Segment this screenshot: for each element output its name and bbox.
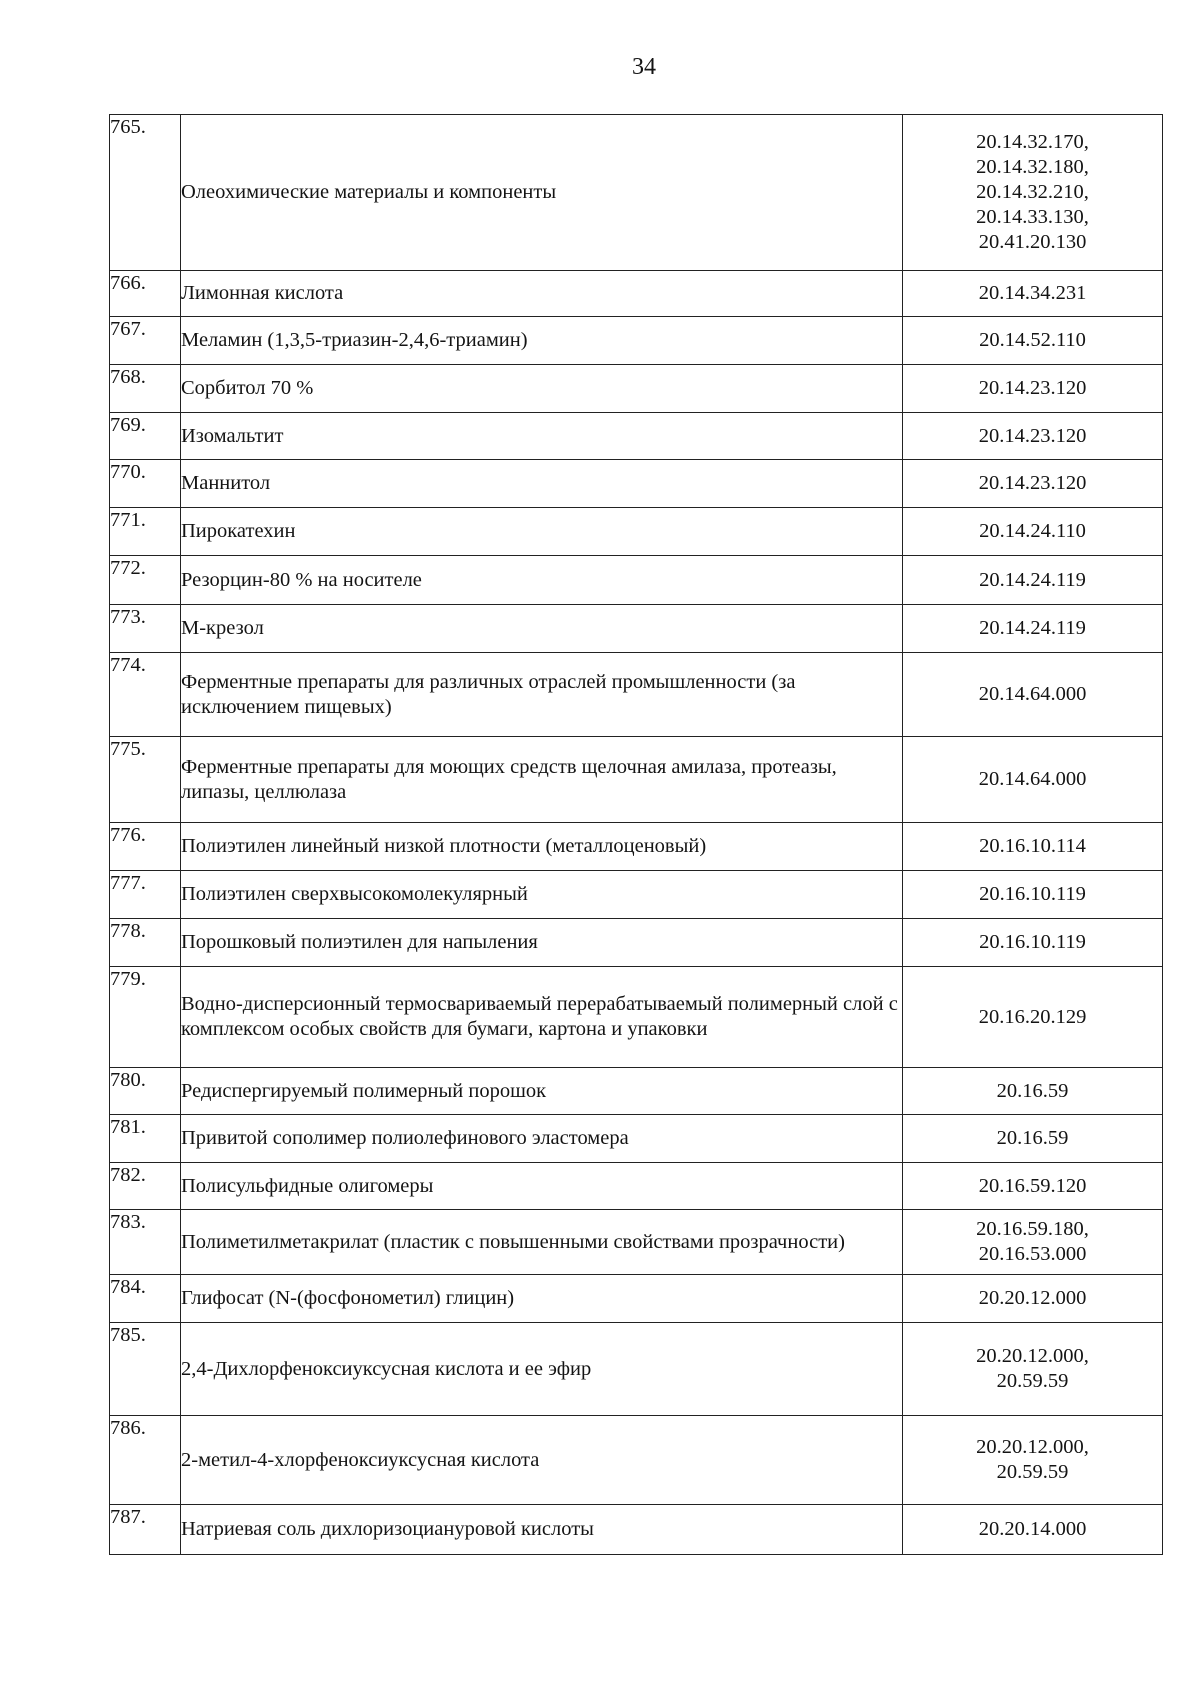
okpd-codes	[903, 1068, 1163, 1115]
table-row	[110, 823, 1163, 871]
table-row	[110, 508, 1163, 556]
product-name: Резорцин-80 % на носителе	[181, 556, 903, 605]
product-name: Пирокатехин	[181, 508, 903, 556]
okpd-code: 20.16.10.119	[979, 883, 1086, 905]
okpd-codes	[903, 1115, 1163, 1163]
okpd-code: 20.14.23.120	[978, 424, 1087, 447]
row-number: 780.	[110, 1068, 181, 1115]
okpd-code: 20.14.34.231	[978, 282, 1087, 304]
row-number: 779.	[110, 967, 181, 1068]
okpd-code: 20.14.52.110	[979, 329, 1086, 351]
okpd-codes	[903, 919, 1163, 967]
table-row	[110, 1275, 1163, 1323]
row-number: 773.	[110, 605, 181, 653]
okpd-code: 20.14.24.119	[979, 568, 1086, 591]
okpd-code: 20.59.59	[996, 1461, 1069, 1483]
row-number: 783.	[110, 1210, 181, 1275]
okpd-code: 20.20.12.000,	[976, 1345, 1089, 1367]
okpd-code: 20.20.12.000,	[976, 1436, 1089, 1458]
okpd-code: 20.14.64.000	[978, 683, 1087, 705]
product-name: Полиэтилен линейный низкой плотности (металлоценовый)	[181, 823, 903, 871]
okpd-code: 20.14.33.130,	[976, 206, 1089, 228]
product-name: Полиэтилен сверхвысокомолекулярный	[181, 871, 903, 919]
okpd-code: 20.20.12.000	[978, 1287, 1087, 1309]
okpd-code: 20.14.32.170,	[976, 131, 1089, 153]
table-row	[110, 653, 1163, 737]
table-row	[110, 967, 1163, 1068]
table-row	[110, 413, 1163, 460]
table-row	[110, 919, 1163, 967]
table-row	[110, 115, 1163, 271]
product-name: Полиметилметакрилат (пластик с повышенными свойствами прозрачности)	[181, 1210, 903, 1275]
okpd-code: 20.14.23.120	[978, 377, 1087, 399]
row-number: 769.	[110, 413, 181, 460]
okpd-codes	[903, 1163, 1163, 1210]
okpd-codes	[903, 460, 1163, 508]
page-number: 34	[632, 54, 656, 80]
okpd-code: 20.16.53.000	[978, 1243, 1087, 1265]
row-number: 770.	[110, 460, 181, 508]
okpd-codes	[903, 1210, 1163, 1275]
table-row	[110, 1115, 1163, 1163]
product-name: Ферментные препараты для различных отраслей промышленности (за исключением пищевых)	[181, 653, 903, 737]
okpd-codes	[903, 115, 1163, 271]
okpd-codes	[903, 365, 1163, 413]
okpd-code: 20.14.32.210,	[976, 181, 1089, 203]
row-number: 768.	[110, 365, 181, 413]
product-name: Лимонная кислота	[181, 271, 903, 317]
row-number: 787.	[110, 1505, 181, 1555]
product-name: Изомальтит	[181, 413, 903, 460]
product-name: Привитой сополимер полиолефинового эластомера	[181, 1115, 903, 1163]
okpd-code: 20.14.64.000	[978, 768, 1087, 790]
product-name: Меламин (1,3,5-триазин-2,4,6-триамин)	[181, 317, 903, 365]
okpd-codes	[903, 967, 1163, 1068]
okpd-code: 20.16.59.180,	[976, 1218, 1089, 1240]
okpd-code: 20.16.59	[996, 1127, 1069, 1149]
row-number: 778.	[110, 919, 181, 967]
row-number: 776.	[110, 823, 181, 871]
product-name: Ферментные препараты для моющих средств щелочная амилаза, протеазы, липазы, целлюлаза	[181, 737, 903, 823]
table-row	[110, 1505, 1163, 1555]
okpd-code: 20.16.20.129	[978, 1005, 1087, 1028]
table-row	[110, 271, 1163, 317]
table-row	[110, 1163, 1163, 1210]
okpd-code: 20.14.24.119	[979, 617, 1086, 639]
row-number: 766.	[110, 271, 181, 317]
okpd-codes	[903, 605, 1163, 653]
product-name: 2,4-Дихлорфеноксиуксусная кислота и ее эфир	[181, 1323, 903, 1416]
row-number: 765.	[110, 115, 181, 271]
row-number: 785.	[110, 1323, 181, 1416]
okpd-code: 20.16.10.119	[979, 931, 1086, 953]
okpd-codes	[903, 1505, 1163, 1555]
okpd-code: 20.59.59	[996, 1370, 1069, 1392]
okpd-codes	[903, 737, 1163, 823]
okpd-code: 20.14.32.180,	[976, 156, 1089, 178]
table-row	[110, 460, 1163, 508]
row-number: 782.	[110, 1163, 181, 1210]
okpd-code: 20.14.23.120	[978, 472, 1087, 494]
table-row	[110, 1416, 1163, 1505]
okpd-code: 20.16.59.120	[978, 1174, 1087, 1197]
product-name: Порошковый полиэтилен для напыления	[181, 919, 903, 967]
table-row	[110, 365, 1163, 413]
product-name: Маннитол	[181, 460, 903, 508]
table-row	[110, 871, 1163, 919]
table-row	[110, 1323, 1163, 1416]
okpd-codes	[903, 271, 1163, 317]
row-number: 781.	[110, 1115, 181, 1163]
okpd-codes	[903, 1416, 1163, 1505]
table-row	[110, 556, 1163, 605]
row-number: 772.	[110, 556, 181, 605]
table-body	[110, 115, 1163, 1555]
row-number: 767.	[110, 317, 181, 365]
okpd-codes	[903, 653, 1163, 737]
product-code-table	[109, 114, 1163, 1555]
okpd-code: 20.41.20.130	[978, 231, 1087, 253]
table-row	[110, 737, 1163, 823]
okpd-codes	[903, 317, 1163, 365]
product-name: Полисульфидные олигомеры	[181, 1163, 903, 1210]
row-number: 786.	[110, 1416, 181, 1505]
product-name: Водно-дисперсионный термосвариваемый перерабатываемый полимерный слой с комплексом особых свойств для бумаги, картона и упаковки	[181, 967, 903, 1068]
okpd-codes	[903, 508, 1163, 556]
table-row	[110, 1068, 1163, 1115]
okpd-code: 20.14.24.110	[979, 520, 1086, 542]
okpd-codes	[903, 413, 1163, 460]
product-name: Натриевая соль дихлоризоциануровой кислоты	[181, 1505, 903, 1555]
okpd-code: 20.16.10.114	[979, 835, 1086, 857]
row-number: 777.	[110, 871, 181, 919]
row-number: 784.	[110, 1275, 181, 1323]
okpd-codes	[903, 1323, 1163, 1416]
okpd-codes	[903, 871, 1163, 919]
product-name: Глифосат (N-(фосфонометил) глицин)	[181, 1275, 903, 1323]
product-name: М-крезол	[181, 605, 903, 653]
okpd-codes	[903, 556, 1163, 605]
okpd-codes	[903, 823, 1163, 871]
okpd-code: 20.16.59	[996, 1079, 1069, 1102]
product-name: Редиспергируемый полимерный порошок	[181, 1068, 903, 1115]
row-number: 774.	[110, 653, 181, 737]
okpd-codes	[903, 1275, 1163, 1323]
row-number: 771.	[110, 508, 181, 556]
table-row	[110, 605, 1163, 653]
product-name: Олеохимические материалы и компоненты	[181, 115, 903, 271]
table-row	[110, 1210, 1163, 1275]
table-row	[110, 317, 1163, 365]
row-number: 775.	[110, 737, 181, 823]
okpd-code: 20.20.14.000	[978, 1518, 1087, 1540]
product-name: Сорбитол 70 %	[181, 365, 903, 413]
product-name: 2-метил-4-хлорфеноксиуксусная кислота	[181, 1416, 903, 1505]
